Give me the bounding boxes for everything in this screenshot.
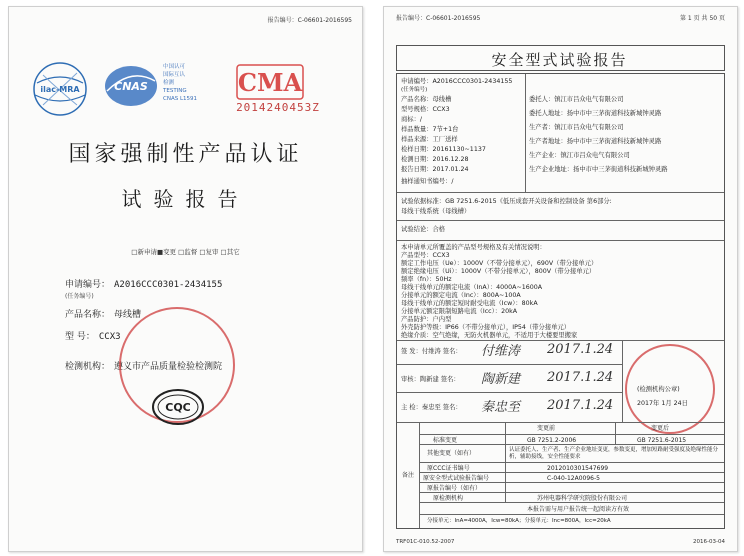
factory-address: 生产企业地址：扬中市中三茅街道科技新城钟灵路 <box>529 166 668 173</box>
brand: 商标：/ <box>401 116 423 123</box>
task-number-label: (任务编号) <box>65 293 94 300</box>
table-cell: C-040-12A0096-5 <box>547 475 600 482</box>
cnas-line: 中国认可 <box>163 64 186 70</box>
certificate-cover-page <box>8 6 363 552</box>
rule <box>419 492 724 493</box>
reviewer-date: 2017.1.24 <box>547 370 614 385</box>
rule <box>419 502 724 503</box>
test-date: 检测日期：2016.12.28 <box>401 156 469 163</box>
report-number: 报告编号：C-06601-2016595 <box>396 15 481 22</box>
spec-line: 分接单元的额定电流（Inc）：800A~100A <box>401 292 521 299</box>
task-number: (任务编号) <box>401 87 428 93</box>
cnas-logo-icon <box>103 63 159 109</box>
table-row-label: 标准变更 <box>433 437 458 444</box>
spec-line: 外壳防护等级：IP66（不带分接单元），IP54（带分接单元） <box>401 324 571 331</box>
sample-source: 样品来源：工厂送样 <box>401 136 458 143</box>
remark-divider <box>419 422 420 528</box>
rule <box>397 220 724 221</box>
org-stamp-date: 2017年 1月 24日 <box>637 400 688 407</box>
ilac-text: ilac-MRA <box>40 85 80 94</box>
rule <box>397 392 622 393</box>
model-value: CCX3 <box>98 332 121 342</box>
application-number-label: 申请编号： <box>65 280 111 290</box>
product-name-value: 母线槽 <box>114 310 142 320</box>
rule <box>419 444 724 445</box>
test-report-page <box>383 6 738 552</box>
sign-divider <box>622 340 623 422</box>
cqc-text: CQC <box>165 401 191 414</box>
product-name-label: 产品名称： <box>65 310 111 320</box>
table-row-label: 其他变更（如有） <box>427 450 476 457</box>
report-footer <box>396 539 725 545</box>
table-cell: GB 7251.6-2015 <box>637 437 687 444</box>
approver-label: 签 发：付维涛 签名： <box>401 348 462 355</box>
reviewer-label: 审核：陶新建 签名： <box>401 376 460 383</box>
client: 委托人：镇江市吕众电气有限公司 <box>529 96 624 103</box>
rule <box>419 462 724 463</box>
page-info: 第 1 页 共 50 页 <box>680 15 725 22</box>
org-stamp-label: (检测机构公章) <box>637 386 680 393</box>
report-number: 报告编号：C-06601-2016595 <box>267 17 352 24</box>
spec-line: 额定绝缘电压（Ui）：1000V（不带分接单元），800V（带分接单元） <box>401 268 596 275</box>
cnas-line: CNAS L1591 <box>163 96 198 102</box>
main-inspector-label: 主 检：秦忠至 签名： <box>401 404 462 411</box>
reviewer-signature: 陶新建 <box>481 372 521 387</box>
lab-value: 遵义市产品质量检验检测院 <box>114 362 223 372</box>
rule <box>419 514 724 515</box>
product-name: 产品名称：母线槽 <box>401 96 452 103</box>
app-number: 申请编号：A2016CCC0301-2434155 <box>401 78 513 85</box>
cma-code: 2014240453Z <box>236 101 320 114</box>
rule <box>397 192 724 193</box>
rule <box>397 422 724 423</box>
spec-line: 额定工作电压（Ue）：1000V（不带分接单元），690V（带分接单元） <box>401 260 598 267</box>
test-basis-continued: 母线干线系统（母线槽） <box>401 208 471 215</box>
spec-line: 分接单元额定限制短路电流（Icc）：20kA <box>401 308 518 315</box>
model-field <box>65 329 121 342</box>
info-divider <box>525 74 526 192</box>
table-head-after: 变更后 <box>651 425 670 432</box>
table-col-divider <box>615 434 616 444</box>
table-cell: 苏州电器科学研究院股份有限公司 <box>537 495 628 502</box>
cma-text: CMA <box>237 68 303 97</box>
remark-label: 备注 <box>402 472 415 479</box>
rule <box>419 482 724 483</box>
table-cell: 认证委托人、生产者、生产企业地址变更，参数变更，增加短路耐受强度及绝缘性能分析，辅助接线，安全性能要求 <box>509 447 719 460</box>
rule <box>419 472 724 473</box>
cnas-line: 国际互认 <box>163 72 186 78</box>
maker: 生产者：镇江市吕众电气有限公司 <box>529 124 624 131</box>
spec-line: 母线干线单元的额定电流（InA）：4000A~1600A <box>401 284 543 291</box>
receive-date: 检样日期：20161130~1137 <box>401 146 486 153</box>
application-number-field <box>65 277 222 290</box>
table-note: 分接单元：InA=4000A，Icw=80kA；分接单元：Inc=800A，Icc=20kA <box>427 518 611 524</box>
test-conclusion: 试验结论：合格 <box>401 226 446 233</box>
cnas-caption <box>163 63 197 103</box>
main-inspector-date: 2017.1.24 <box>547 398 614 413</box>
model-label: 型 号： <box>65 332 95 342</box>
lab-label: 检测机构： <box>65 362 111 372</box>
spec-line: 频率（fn）：50Hz <box>401 276 452 283</box>
table-col-divider <box>615 422 616 434</box>
rule <box>397 340 724 341</box>
main-inspector-signature: 秦忠至 <box>481 400 521 415</box>
form-code: TRF01C-010.52-2007 <box>396 539 455 545</box>
spec-line: 产品防护：户内型 <box>401 316 452 323</box>
model-spec: 型号规格：CCX3 <box>401 106 450 113</box>
rule <box>419 434 724 435</box>
cnas-text: CNAS <box>114 80 148 93</box>
application-number-value: A2016CCC0301-2434155 <box>114 280 223 290</box>
table-cell: GB 7251.2-2006 <box>527 437 577 444</box>
accreditation-logos <box>23 57 348 127</box>
cqc-logo-icon <box>151 387 205 427</box>
factory: 生产企业：镇江市吕众电气有限公司 <box>529 152 630 159</box>
table-row-label: 原CCC证书编号 <box>427 465 470 472</box>
approver-signature: 付维涛 <box>481 344 521 359</box>
table-head-before: 变更前 <box>537 425 556 432</box>
table-row-label: 原报告编号（如有） <box>427 485 482 492</box>
rule <box>397 240 724 241</box>
cnas-line: TESTING <box>163 88 187 94</box>
approver-date: 2017.1.24 <box>547 342 614 357</box>
report-body <box>396 73 725 529</box>
table-note: 本报告需与用户报告统一起阅读方有效 <box>527 506 630 513</box>
table-row-label: 原检测机构 <box>433 495 464 502</box>
notice-number: 抽样通知书编号：/ <box>401 178 454 185</box>
table-cell: 2012010301547699 <box>547 465 609 472</box>
maker-address: 生产者地址：扬中市中三茅街道科技新城钟灵路 <box>529 138 662 145</box>
rule <box>397 364 622 365</box>
product-name-field <box>65 307 141 320</box>
document-subtitle: 试验报告 <box>121 187 250 211</box>
report-title: 安全型式试验报告 <box>491 51 628 69</box>
test-basis: 试验依据标准：GB 7251.6-2015《低压成套开关设备和控制设备 第6部分: <box>401 198 612 205</box>
form-date: 2016-03-04 <box>693 539 725 545</box>
document-title: 国家强制性产品认证 <box>68 142 303 167</box>
spec-line: 绝缘介质：空气绝缘，无防火机器单元，不适用于大楼要里搬家 <box>401 332 578 339</box>
ilac-mra-logo-icon <box>29 61 91 117</box>
report-date: 报告日期：2017.01.24 <box>401 166 469 173</box>
client-address: 委托人地址：扬中市中三茅街道科技新城钟灵路 <box>529 110 662 117</box>
table-row-label: 原安全型式试验报告编号 <box>423 475 490 482</box>
spec-line: 母线干线单元的额定短时耐受电流（Icw）：80kA <box>401 300 538 307</box>
spec-line: 产品型号：CCX3 <box>401 252 450 259</box>
spec-line: 本申请单元所覆盖的产品型号规格及有关情况说明： <box>401 244 546 251</box>
sample-qty: 样品数量：7节+1台 <box>401 126 459 133</box>
report-header <box>396 13 725 22</box>
cnas-line: 检测 <box>163 80 175 86</box>
application-type-checkboxes: □新申请■变更 □监督 □复审 □其它 <box>131 248 240 256</box>
